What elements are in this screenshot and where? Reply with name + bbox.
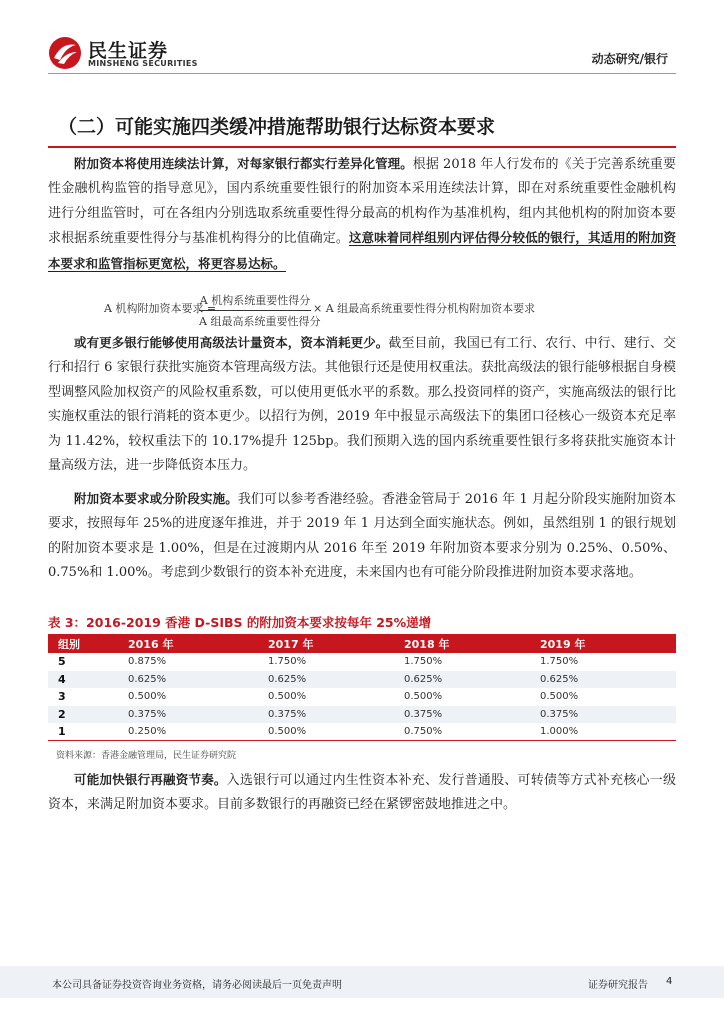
- formula-denominator: A 组最高系统重要性得分: [199, 315, 321, 328]
- paragraph-lead: 或有更多银行能够使用高级法计量资本，资本消耗更少。: [74, 335, 389, 350]
- company-logo: [48, 36, 248, 70]
- header-divider: [48, 73, 676, 74]
- table-cell: 0.375%: [258, 706, 394, 724]
- table-header-cell: 组别: [48, 634, 118, 653]
- paragraph-lead: 附加资本将使用连续法计算，对每家银行都实行差异化管理。: [74, 156, 413, 171]
- table-cell: 0.250%: [118, 723, 258, 741]
- table-cell-group: 3: [58, 690, 66, 704]
- table-cell: 0.375%: [118, 706, 258, 724]
- formula-numerator: A 机构系统重要性得分: [199, 292, 311, 311]
- section-title-rule: [48, 146, 676, 148]
- table-row: [48, 723, 676, 741]
- table-cell: 0.750%: [394, 723, 530, 741]
- table-cell: 1.750%: [540, 656, 579, 668]
- report-category: 动态研究/银行: [591, 52, 668, 66]
- table-cell: 0.625%: [118, 671, 258, 689]
- paragraph-body: 我们可以参考香港经验。香港金管局于 2016 年 1 月起分阶段实施附加资本要求，按照每年 25%的进度逐年推进，并于 2019 年 1 月达到全面实施状态。例如，虽然组别 1 的银行规划的附加资本要求是 1.00%，但是在过渡期内从 2016 年至 2019 年附加资本要求分别为 0.25%、0.50%、0.75%和 1.00%。考虑到少数银行的资本补充进度，未来国内也有可能分阶段推进附加资本要求落地。: [48, 492, 676, 581]
- table-cell: 0.625%: [258, 671, 394, 689]
- page-header: [0, 0, 724, 76]
- table-cell: 0.500%: [404, 691, 443, 703]
- paragraph-continuous-method: [48, 152, 676, 277]
- logo-chinese-name: 民生证券: [88, 40, 169, 62]
- paragraph-refinancing: [48, 768, 676, 818]
- formula-fraction: [199, 292, 321, 329]
- table-header-cell: 2018 年: [394, 634, 530, 653]
- table-cell: 0.500%: [540, 691, 579, 703]
- table-row: [48, 706, 676, 724]
- table-header-cell: 2017 年: [258, 634, 394, 653]
- page-number: 4: [666, 976, 673, 987]
- table-cell-group: 1: [48, 723, 118, 741]
- section-title: （二）可能实施四类缓冲措施帮助银行达标资本要求: [58, 116, 496, 138]
- paragraph-body: 根据 2018 年人行发布的《关于完善系统重要性金融机构监管的指导意见》，国内系统重要性银行的附加资本采用连续法计算，即在对系统重要性金融机构进行分组监管时，可在各组内分别选取系统重要性得分最高的机构作为基准机构，组内其他机构的附加资本要求根据系统重要性得分与基准机构得分的比值确定。: [48, 157, 676, 247]
- table-cell: 0.500%: [128, 691, 167, 703]
- table-cell: 0.625%: [394, 671, 530, 689]
- table-cell-group: 2: [48, 706, 118, 724]
- table-cell: 0.500%: [268, 691, 307, 703]
- table-cell: 0.625%: [530, 671, 676, 689]
- table-row: [48, 688, 676, 706]
- table-title: 表 3：2016-2019 香港 D-SIBS 的附加资本要求按每年 25%递增: [48, 615, 432, 630]
- paragraph-phased-implementation: [48, 487, 676, 586]
- table-cell: 0.875%: [128, 656, 167, 668]
- table-header-cell: 2019 年: [530, 634, 676, 653]
- table-cell: 0.375%: [394, 706, 530, 724]
- table-header-row: [48, 634, 676, 653]
- page-footer: [0, 966, 724, 998]
- paragraph-body: 入选银行可以通过内生性资本补充、发行普通股、可转债等方式补充核心一级资本，来满足附加资本要求。目前多数银行的再融资已经在紧锣密鼓地推进之中。: [48, 773, 676, 813]
- footer-disclaimer: 本公司具备证券投资咨询业务资格，请务必阅读最后一页免责声明: [52, 980, 342, 991]
- table-cell: 1.750%: [268, 656, 307, 668]
- footer-report-type: 证券研究报告: [588, 980, 648, 991]
- paragraph-advanced-method: [48, 331, 676, 478]
- table-cell: 1.000%: [530, 723, 676, 741]
- table-cell: 0.500%: [258, 723, 394, 741]
- paragraph-body: 截至目前，我国已有工行、农行、中行、建行、交行和招行 6 家银行获批实施资本管理高级方法。其他银行还是使用权重法。获批高级法的银行能够根据自身模型调整风险加权资产的风险权重系数，可以使用更低水平的系数。那么投资同样的资产，实施高级法的银行比实施权重法的银行消耗的资本更少。以招行为例，2019 年中报显示高级法下的集团口径核心一级资本充足率为 11.42%，较权重法下的 10.17%提升 125bp。我们预期入选的国内系统重要性银行多将获批实施资本计量高级方法，进一步降低资本压力。: [48, 336, 676, 474]
- table-cell-group: 5: [58, 655, 66, 669]
- table-row: [48, 671, 676, 689]
- paragraph-emphasis: 这意味着同样组别内评估得分较低的银行，其适用的附加资本要求和监管指标更宽松，将更容易达标。: [48, 230, 676, 271]
- formula-rhs: × A 组最高系统重要性得分机构附加资本要求: [313, 302, 536, 315]
- paragraph-lead: 可能加快银行再融资节奏。: [74, 772, 227, 787]
- table-header-cell: 2016 年: [118, 634, 258, 653]
- paragraph-lead: 附加资本要求或分阶段实施。: [74, 491, 238, 506]
- dsibs-capital-table: [48, 634, 676, 741]
- table-cell: 1.750%: [404, 656, 443, 668]
- formula-lhs: A 机构附加资本要求 =: [104, 302, 217, 315]
- table-row: [48, 653, 676, 671]
- minsheng-logo-icon: [48, 36, 82, 70]
- table-cell: 0.375%: [530, 706, 676, 724]
- table-source: 资料来源：香港金融管理局，民生证券研究院: [56, 751, 237, 761]
- table-cell-group: 4: [48, 671, 118, 689]
- logo-english-name: MINSHENG SECURITIES: [88, 59, 198, 68]
